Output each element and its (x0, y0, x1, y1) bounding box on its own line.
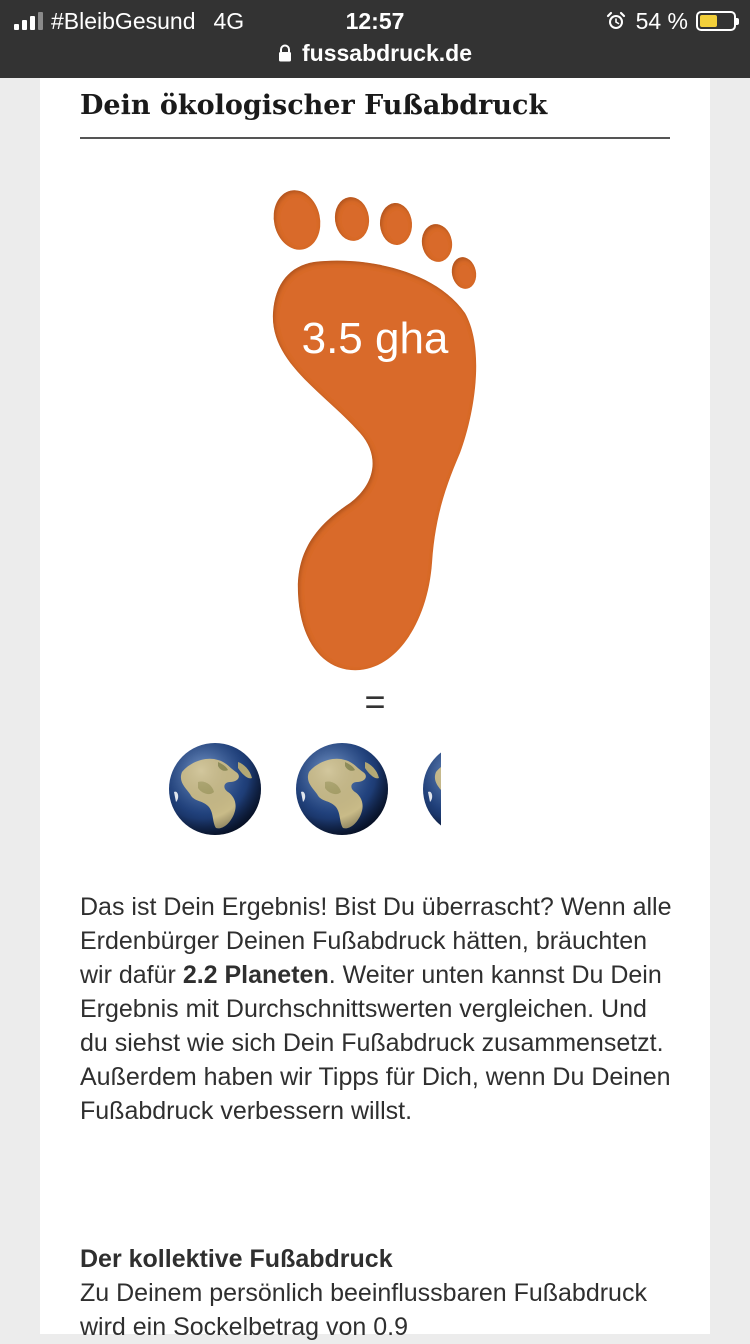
result-description (80, 890, 674, 1128)
address-bar[interactable] (0, 38, 750, 68)
section-text: Zu Deinem persönlich beeinflussbaren Fußabdruck wird ein Sockelbetrag von 0.9 (80, 1279, 647, 1341)
lock-icon (278, 44, 292, 62)
planet-icon (168, 742, 262, 836)
network-type: 4G (213, 7, 245, 34)
battery-icon (696, 11, 736, 31)
section-title: Der kollektive Fußabdruck (80, 1245, 393, 1273)
status-bar (0, 0, 750, 78)
result-text-part-2: . Weiter unten kannst Du Dein Ergebnis mit Durchschnittswerten vergleichen. Und du siehst wie sich Dein Fußabdruck zusammensetzt. Außerdem haben wir Tipps für Dich, wenn Du Deinen Fußabdruck verbessern willst. (80, 961, 671, 1125)
status-right (606, 6, 736, 36)
clock: 12:57 (345, 8, 405, 34)
footprint-icon (270, 188, 480, 678)
carrier-name: #BleibGesund (51, 7, 196, 34)
page-title: Dein ökologischer Fußabdruck (80, 90, 548, 121)
title-divider (80, 137, 670, 139)
planet-row (168, 742, 441, 836)
equals-sign: = (364, 681, 386, 722)
battery-level (700, 15, 717, 27)
alarm-clock-icon (606, 11, 626, 31)
result-text-part-1: Das ist Dein Ergebnis! Bist Du überrascht? Wenn alle Erdenbürger Deinen Fußabdruck hätten, bräuchten wir dafür (80, 893, 672, 989)
planet-icon (422, 742, 441, 836)
battery-percent: 54 % (635, 7, 688, 34)
result-card (40, 78, 710, 1341)
footprint-value: 3.5 gha (301, 314, 449, 363)
planet-icon (295, 742, 389, 836)
result-planets-count: 2.2 Planeten (182, 961, 329, 989)
url-text[interactable]: fussabdruck.de (302, 39, 472, 66)
